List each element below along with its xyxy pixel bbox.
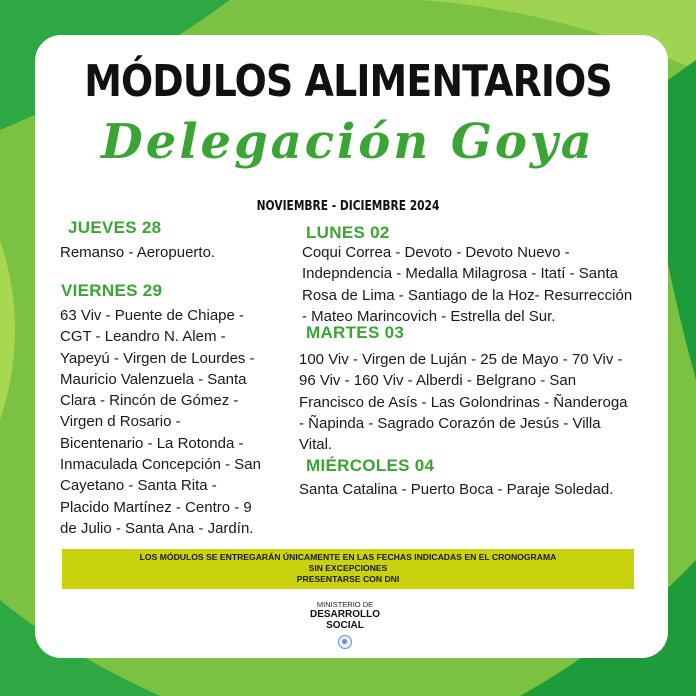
period-label: NOVIEMBRE - DICIEMBRE 2024 <box>256 199 440 214</box>
place-line: Vital. <box>299 436 333 454</box>
ministry-line2: DESARROLLO <box>310 609 380 620</box>
place-line: 96 Viv - 160 Viv - Alberdi - Belgrano - San <box>299 372 577 390</box>
place-line: - Mateo Marincovich - Estrella del Sur. <box>302 307 556 325</box>
place-line: Mauricio Valenzuela - Santa <box>60 370 247 388</box>
place-line: Placido Martínez - Centro - 9 <box>60 498 252 516</box>
place-line: 63 Viv - Puente de Chiape - <box>60 307 245 324</box>
place-line: Inmaculada Concepción - San <box>60 456 261 474</box>
place-line: Clara - Rincón de Gómez - <box>60 392 239 410</box>
place-line: Francisco de Asís - Las Golondrinas - Ñanderoga <box>299 393 628 411</box>
places-jueves <box>60 242 290 263</box>
place-line: Indepndencia - Medalla Milagrosa - Itatí - Santa <box>302 265 619 283</box>
ministry-line1: MINISTERIO DE <box>316 600 374 609</box>
day-heading-jueves: JUEVES 28 <box>68 218 162 237</box>
notice-line: PRESENTARSE CON DNI <box>296 574 400 584</box>
day-heading-lunes: LUNES 02 <box>306 223 390 242</box>
ministry-logo <box>290 600 400 654</box>
place-line: Santa Catalina - Puerto Boca - Paraje Soledad. <box>299 481 614 498</box>
place-line: Rosa de Lima - Santiago de la Hoz- Resurrección <box>302 286 633 304</box>
day-heading-miercoles: MIÉRCOLES 04 <box>306 456 435 475</box>
day-heading-martes: MARTES 03 <box>306 323 405 342</box>
place-line: Coqui Correa - Devoto - Devoto Nuevo - <box>302 244 570 261</box>
place-line: CGT - Leandro N. Alem - <box>60 328 226 346</box>
places-viernes <box>60 305 295 539</box>
place-line: Virgen d Rosario - <box>60 413 181 431</box>
places-martes <box>299 349 671 455</box>
place-line: - Ñapinda - Sagrado Corazón de Jesús - Villa <box>299 414 601 432</box>
places-miercoles <box>299 479 671 500</box>
notice-banner <box>62 549 634 589</box>
places-lunes <box>302 242 672 327</box>
notice-line: SIN EXCEPCIONES <box>308 563 388 573</box>
place-line: Remanso - Aeropuerto. <box>60 244 216 261</box>
notice-line: LOS MÓDULOS SE ENTREGARÁN ÚNICAMENTE EN LAS FECHAS INDICADAS EN EL CRONOGRAMA <box>139 552 557 562</box>
province-seal-icon <box>338 635 352 649</box>
place-line: Cayetano - Santa Rita - <box>60 477 217 495</box>
ministry-line3: SOCIAL <box>326 620 364 631</box>
place-line: Bicentenario - La Rotonda - <box>60 434 244 452</box>
place-line: Yapeyú - Virgen de Lourdes - <box>60 349 255 367</box>
place-line: 100 Viv - Virgen de Luján - 25 de Mayo - 70 Viv - <box>299 351 623 368</box>
day-heading-viernes: VIERNES 29 <box>61 281 163 300</box>
place-line: de Julio - Santa Ana - Jardín. <box>60 519 254 537</box>
page-title: MÓDULOS ALIMENTARIOS <box>84 56 612 107</box>
page-subtitle: Delegación Goya <box>101 114 595 170</box>
